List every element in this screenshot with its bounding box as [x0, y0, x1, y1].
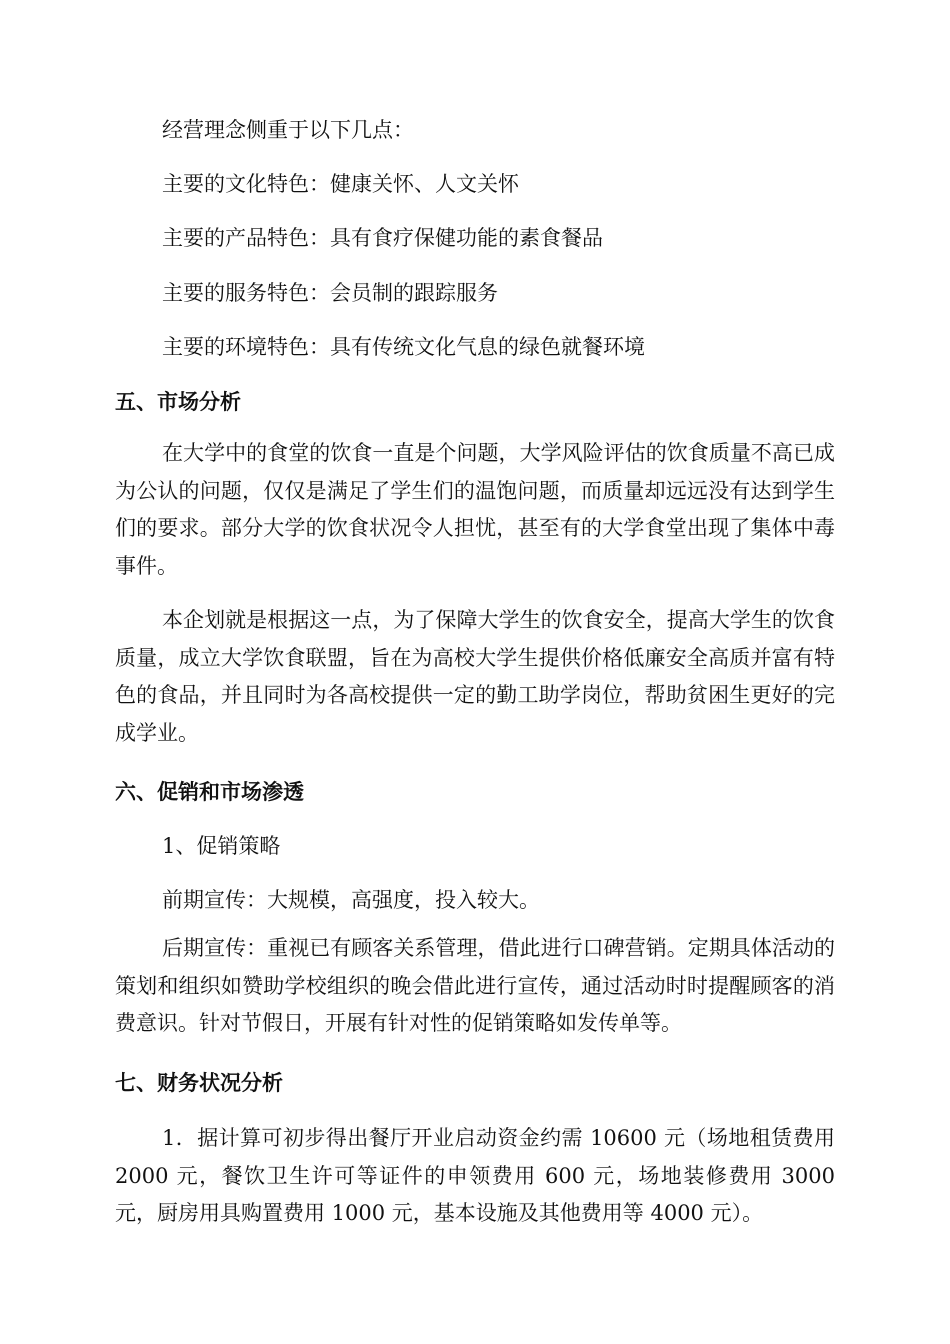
promotion-subheading: 1、促销策略: [162, 834, 281, 858]
section-heading-financial: 七、财务状况分析: [115, 1071, 283, 1095]
promotion-early-stage: 前期宣传：大规模，高强度，投入较大。: [162, 888, 540, 912]
market-analysis-paragraph-1: 在大学中的食堂的饮食一直是个问题，大学风险评估的饮食质量不高已成为公认的问题，仅仅是满足了学生们的温饱问题，而质量却远远没有达到学生们的要求。部分大学的饮食状况令人担忧，甚至有的大学食堂出现了集体中毒事件。: [115, 441, 835, 578]
intro-line-3: 主要的产品特色：具有食疗保健功能的素食餐品: [162, 226, 603, 250]
intro-line-1: 经营理念侧重于以下几点：: [162, 118, 414, 142]
promotion-late-stage: 后期宣传：重视已有顾客关系管理，借此进行口碑营销。定期具体活动的策划和组织如赞助学校组织的晚会借此进行宣传，通过活动时时提醒顾客的消费意识。针对节假日，开展有针对性的促销策略如发传单等。: [115, 936, 835, 1035]
market-analysis-paragraph-2: 本企划就是根据这一点，为了保障大学生的饮食安全，提高大学生的饮食质量，成立大学饮食联盟，旨在为高校大学生提供价格低廉安全高质并富有特色的食品，并且同时为各高校提供一定的勤工助学岗位，帮助贫困生更好的完成学业。: [115, 608, 835, 745]
section-heading-market-analysis: 五、市场分析: [115, 390, 241, 414]
intro-line-4: 主要的服务特色：会员制的跟踪服务: [162, 281, 498, 305]
intro-line-5: 主要的环境特色：具有传统文化气息的绿色就餐环境: [162, 335, 645, 359]
financial-paragraph-1: 1．据计算可初步得出餐厅开业启动资金约需 10600 元（场地租赁费用 2000 元，餐饮卫生许可等证件的申领费用 600 元，场地装修费用 3000 元，厨房用具购置费用 1000 元，基本设施及其他费用等 4000 元）。: [115, 1126, 835, 1225]
intro-line-2: 主要的文化特色：健康关怀、人文关怀: [162, 172, 519, 196]
section-heading-promotion: 六、促销和市场渗透: [115, 780, 304, 804]
